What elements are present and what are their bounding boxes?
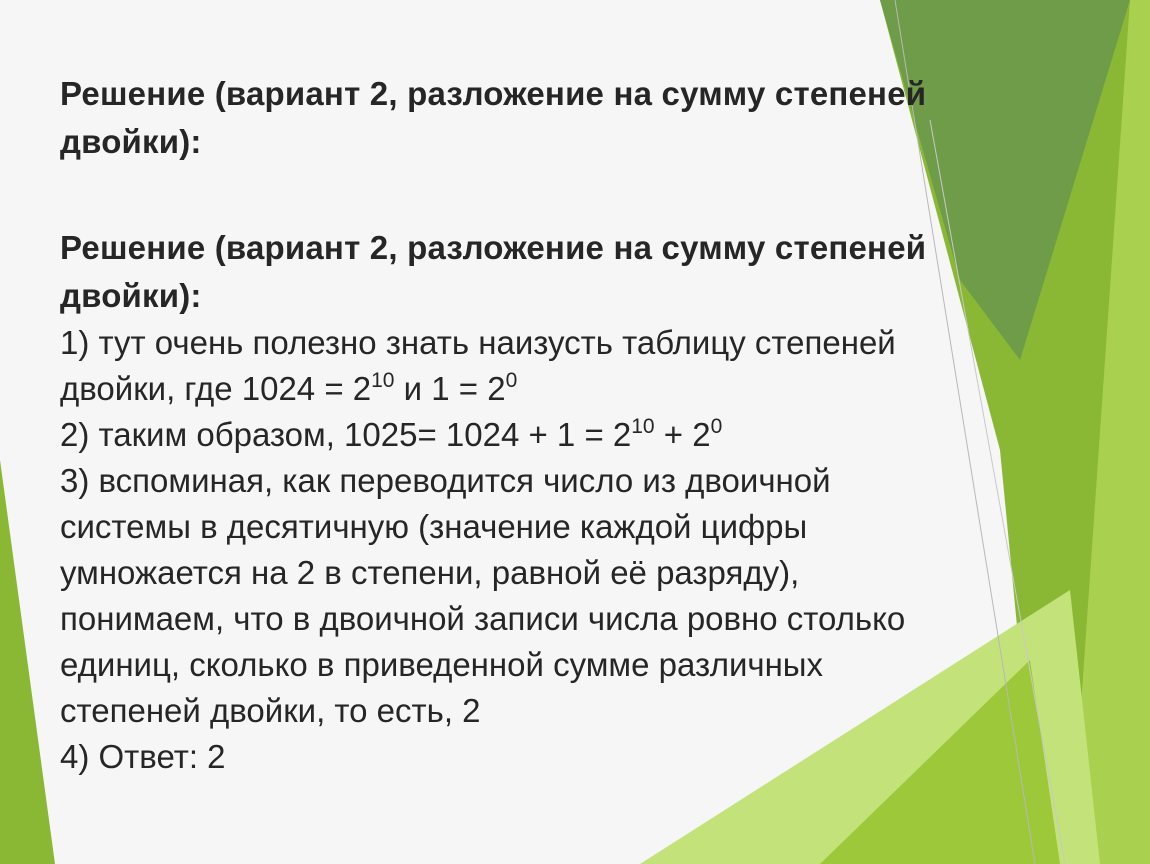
step-3-line-1: 3) вспоминая, как переводится число из двоичной [60, 462, 831, 499]
heading-1-line-1: Решение (вариант 2, разложение на сумму степеней [60, 75, 927, 112]
heading-2-line-1: Решение (вариант 2, разложение на сумму степеней [60, 229, 927, 266]
step-1-line-2 [60, 366, 1060, 412]
step-3-line-5: единиц, сколько в приведенной сумме различных [60, 646, 824, 683]
step-2-exponent-1: 10 [631, 415, 655, 438]
step-2-exponent-2: 0 [710, 415, 723, 438]
step-2-text-b: + 2 [654, 416, 711, 453]
step-3-line-3: умножается на 2 в степени, равной её разряду), [60, 554, 800, 591]
step-2-line [60, 412, 1060, 458]
solution-steps [60, 320, 1060, 780]
heading-1 [60, 70, 1060, 166]
step-4-answer: 4) Ответ: 2 [60, 738, 226, 775]
step-1-text-a: двойки, где 1024 = 2 [60, 370, 372, 407]
green-facet-left [0, 460, 55, 864]
heading-2 [60, 224, 1060, 320]
step-3-line-2: системы в десятичную (значение каждой цифры [60, 508, 808, 545]
step-1-text-b: и 1 = 2 [394, 370, 506, 407]
slide-content [60, 70, 1060, 780]
heading-2-line-2: двойки): [60, 277, 202, 314]
step-2-text-a: 2) таким образом, 1025= 1024 + 1 = 2 [60, 416, 632, 453]
step-1-exponent-2: 0 [505, 369, 518, 392]
step-1-line-1: 1) тут очень полезно знать наизусть таблицу степеней [60, 324, 896, 361]
heading-1-line-2: двойки): [60, 123, 202, 160]
step-3-line-6: степеней двойки, то есть, 2 [60, 692, 481, 729]
step-3-line-4: понимаем, что в двоичной записи числа ровно столько [60, 600, 906, 637]
step-1-exponent-1: 10 [371, 369, 395, 392]
